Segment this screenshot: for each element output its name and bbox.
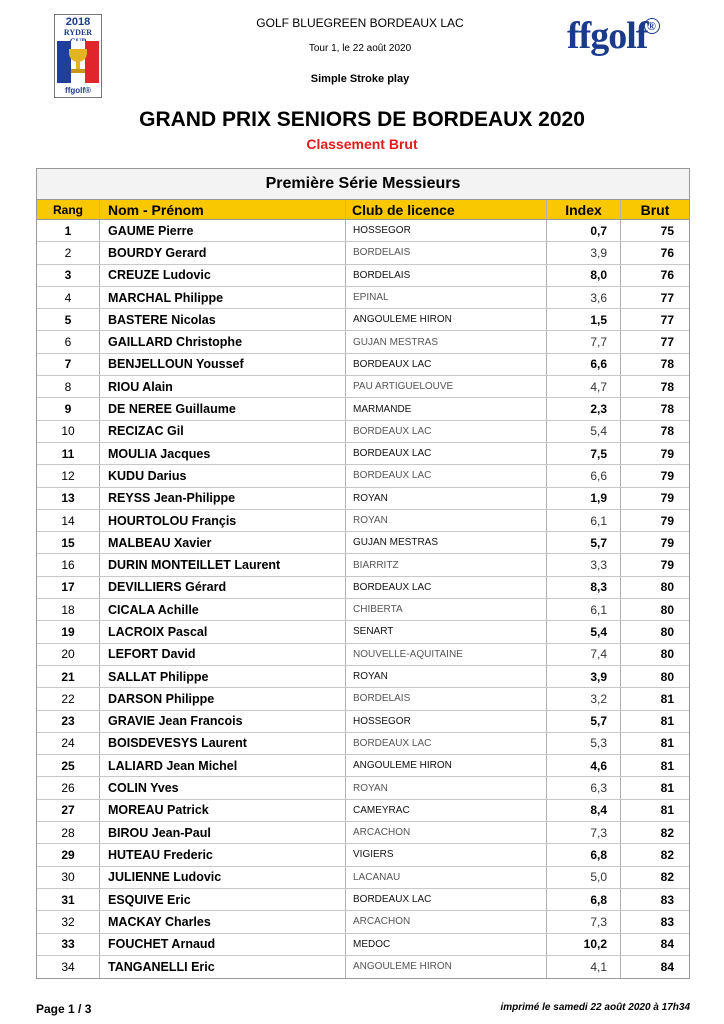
cell-name: HUTEAU Frederic (100, 844, 346, 865)
cell-name: JULIENNE Ludovic (100, 867, 346, 888)
table-row (37, 398, 689, 420)
cell-index: 6,1 (547, 599, 621, 620)
cell-club: NOUVELLE-AQUITAINE (346, 644, 547, 665)
cell-name: TANGANELLI Eric (100, 956, 346, 978)
cell-index: 4,1 (547, 956, 621, 978)
cell-rang: 11 (37, 443, 100, 464)
cell-rang: 3 (37, 265, 100, 286)
cell-name: DE NEREE Guillaume (100, 398, 346, 419)
table-row (37, 599, 689, 621)
cell-club: ANGOULEME HIRON (346, 755, 547, 776)
cell-brut: 84 (660, 959, 674, 974)
cell-name: DEVILLIERS Gérard (100, 577, 346, 598)
cell-index: 3,9 (547, 242, 621, 263)
cell-club: BORDEAUX LAC (346, 733, 547, 754)
series-title: Première Série Messieurs (37, 169, 689, 200)
print-date: imprimé le samedi 22 août 2020 à 17h34 (500, 1002, 690, 1013)
play-format: Simple Stroke play (310, 73, 410, 85)
cell-club: ROYAN (346, 488, 547, 509)
col-rang: Rang (37, 200, 100, 219)
cell-brut: 80 (660, 602, 674, 617)
table-row (37, 577, 689, 599)
cell-club: ANGOULEME HIRON (346, 956, 547, 978)
cell-rang: 33 (37, 934, 100, 955)
cell-rang: 29 (37, 844, 100, 865)
cell-name: LEFORT David (100, 644, 346, 665)
cell-index: 7,4 (547, 644, 621, 665)
cell-rang: 17 (37, 577, 100, 598)
cell-brut: 82 (660, 847, 674, 862)
table-row (37, 711, 689, 733)
cell-rang: 5 (37, 309, 100, 330)
cell-index: 7,7 (547, 331, 621, 352)
cell-club: ROYAN (346, 666, 547, 687)
cell-index: 3,6 (547, 287, 621, 308)
table-row (37, 733, 689, 755)
cell-index: 2,3 (547, 398, 621, 419)
cell-club: HOSSEGOR (346, 220, 547, 241)
club-name: GOLF BLUEGREEN BORDEAUX LAC (256, 16, 464, 30)
cell-brut: 79 (660, 513, 674, 528)
cell-club: BORDELAIS (346, 265, 547, 286)
cell-rang: 1 (37, 220, 100, 241)
cell-brut: 82 (660, 825, 674, 840)
ryder-cup-logo (54, 14, 102, 98)
cell-index: 6,6 (547, 465, 621, 486)
logo-event: RYDER (63, 28, 93, 37)
table-row (37, 354, 689, 376)
cell-rang: 21 (37, 666, 100, 687)
cell-brut: 83 (660, 914, 674, 929)
cell-name: CREUZE Ludovic (100, 265, 346, 286)
cell-brut: 79 (660, 558, 674, 573)
cell-index: 10,2 (547, 934, 621, 955)
cell-club: HOSSEGOR (346, 711, 547, 732)
cell-rang: 28 (37, 822, 100, 843)
table-row (37, 867, 689, 889)
cell-rang: 10 (37, 421, 100, 442)
cell-rang: 7 (37, 354, 100, 375)
table-row (37, 443, 689, 465)
ffgolf-logo-text: ffgolf (567, 15, 648, 57)
cell-index: 5,7 (547, 532, 621, 553)
table-row (37, 777, 689, 799)
cell-brut: 83 (660, 892, 674, 907)
table-row (37, 688, 689, 710)
cell-name: ESQUIVE Eric (100, 889, 346, 910)
ffgolf-logo (567, 14, 657, 58)
cell-club: ROYAN (346, 510, 547, 531)
cell-brut: 80 (660, 669, 674, 684)
cell-brut: 79 (660, 446, 674, 461)
cell-brut: 78 (660, 402, 674, 417)
cell-name: FOUCHET Arnaud (100, 934, 346, 955)
col-club: Club de licence (346, 200, 547, 219)
cell-rang: 34 (37, 956, 100, 978)
cell-rang: 30 (37, 867, 100, 888)
cell-club: BIARRITZ (346, 554, 547, 575)
table-row (37, 889, 689, 911)
cell-name: HOURTOLOU Françis (100, 510, 346, 531)
table-row (37, 621, 689, 643)
cell-name: BIROU Jean-Paul (100, 822, 346, 843)
cell-index: 1,5 (547, 309, 621, 330)
cell-name: RECIZAC Gil (100, 421, 346, 442)
cell-index: 8,0 (547, 265, 621, 286)
cell-rang: 8 (37, 376, 100, 397)
cell-club: GUJAN MESTRAS (346, 532, 547, 553)
cell-club: EPINAL (346, 287, 547, 308)
cell-index: 4,7 (547, 376, 621, 397)
document-title: GRAND PRIX SENIORS DE BORDEAUX 2020 (139, 108, 585, 131)
cell-name: DURIN MONTEILLET Laurent (100, 554, 346, 575)
cell-name: DARSON Philippe (100, 688, 346, 709)
table-body (37, 220, 689, 978)
cell-brut: 84 (660, 937, 674, 952)
table-row (37, 265, 689, 287)
cell-club: ANGOULEME HIRON (346, 309, 547, 330)
cell-index: 3,3 (547, 554, 621, 575)
col-brut: Brut (640, 201, 670, 218)
table-row (37, 331, 689, 353)
cell-rang: 26 (37, 777, 100, 798)
cell-index: 7,5 (547, 443, 621, 464)
cell-brut: 79 (660, 491, 674, 506)
cell-rang: 19 (37, 621, 100, 642)
cell-name: COLIN Yves (100, 777, 346, 798)
cell-name: LACROIX Pascal (100, 621, 346, 642)
cell-index: 8,4 (547, 800, 621, 821)
cell-name: MOULIA Jacques (100, 443, 346, 464)
cell-index: 6,6 (547, 354, 621, 375)
table-row (37, 488, 689, 510)
cell-name: BOISDEVESYS Laurent (100, 733, 346, 754)
cell-club: SENART (346, 621, 547, 642)
cell-rang: 27 (37, 800, 100, 821)
cell-name: MACKAY Charles (100, 911, 346, 932)
cell-name: LALIARD Jean Michel (100, 755, 346, 776)
cell-brut: 77 (660, 335, 674, 350)
cell-rang: 25 (37, 755, 100, 776)
cell-rang: 24 (37, 733, 100, 754)
cell-club: ROYAN (346, 777, 547, 798)
cell-brut: 79 (660, 535, 674, 550)
cell-rang: 4 (37, 287, 100, 308)
cell-brut: 80 (660, 647, 674, 662)
cell-index: 5,7 (547, 711, 621, 732)
cell-index: 4,6 (547, 755, 621, 776)
cell-rang: 32 (37, 911, 100, 932)
cell-club: BORDELAIS (346, 688, 547, 709)
table-row (37, 376, 689, 398)
cell-brut: 77 (660, 312, 674, 327)
document-subtitle: Classement Brut (306, 136, 418, 152)
cell-club: PAU ARTIGUELOUVE (346, 376, 547, 397)
cell-club: BORDEAUX LAC (346, 577, 547, 598)
table-row (37, 554, 689, 576)
cell-index: 6,8 (547, 844, 621, 865)
cell-index: 7,3 (547, 822, 621, 843)
cell-rang: 12 (37, 465, 100, 486)
cell-club: BORDEAUX LAC (346, 443, 547, 464)
logo-year: 2018 (65, 16, 91, 28)
cell-name: MARCHAL Philippe (100, 287, 346, 308)
page-number: Page 1 / 3 (36, 1002, 92, 1016)
table-row (37, 822, 689, 844)
cell-index: 5,3 (547, 733, 621, 754)
cell-brut: 81 (660, 781, 674, 796)
cell-rang: 16 (37, 554, 100, 575)
table-row (37, 844, 689, 866)
table-row (37, 911, 689, 933)
cell-name: RIOU Alain (100, 376, 346, 397)
cell-club: BORDELAIS (346, 242, 547, 263)
cell-rang: 13 (37, 488, 100, 509)
table-row (37, 755, 689, 777)
cell-index: 5,4 (547, 421, 621, 442)
cell-rang: 9 (37, 398, 100, 419)
cell-club: ARCACHON (346, 911, 547, 932)
cell-index: 6,1 (547, 510, 621, 531)
table-row (37, 934, 689, 956)
cell-index: 1,9 (547, 488, 621, 509)
cell-club: ARCACHON (346, 822, 547, 843)
table-row (37, 510, 689, 532)
cell-club: BORDEAUX LAC (346, 421, 547, 442)
cell-name: REYSS Jean-Philippe (100, 488, 346, 509)
cell-index: 6,8 (547, 889, 621, 910)
cell-brut: 77 (660, 290, 674, 305)
cell-brut: 78 (660, 379, 674, 394)
cell-club: CHIBERTA (346, 599, 547, 620)
cell-club: MEDOC (346, 934, 547, 955)
cell-index: 5,0 (547, 867, 621, 888)
registered-mark: ® (644, 18, 660, 34)
table-row (37, 956, 689, 978)
cell-club: CAMEYRAC (346, 800, 547, 821)
results-table (36, 168, 690, 979)
ryder-cup-trophy-icon (57, 41, 99, 83)
table-header (37, 200, 689, 220)
cell-index: 8,3 (547, 577, 621, 598)
cell-brut: 76 (660, 245, 674, 260)
cell-brut: 81 (660, 758, 674, 773)
cell-brut: 78 (660, 424, 674, 439)
table-row (37, 532, 689, 554)
cell-brut: 76 (660, 268, 674, 283)
cell-index: 3,2 (547, 688, 621, 709)
cell-rang: 22 (37, 688, 100, 709)
table-row (37, 644, 689, 666)
cell-name: BOURDY Gerard (100, 242, 346, 263)
cell-brut: 82 (660, 870, 674, 885)
cell-club: BORDEAUX LAC (346, 354, 547, 375)
round-info: Tour 1, le 22 août 2020 (308, 43, 412, 54)
table-row (37, 220, 689, 242)
cell-club: LACANAU (346, 867, 547, 888)
cell-name: BASTERE Nicolas (100, 309, 346, 330)
cell-club: GUJAN MESTRAS (346, 331, 547, 352)
cell-brut: 80 (660, 580, 674, 595)
cell-club: BORDEAUX LAC (346, 889, 547, 910)
logo-brand: ffgolf® (65, 86, 91, 95)
table-row (37, 421, 689, 443)
cell-name: CICALA Achille (100, 599, 346, 620)
cell-rang: 20 (37, 644, 100, 665)
cell-name: KUDU Darius (100, 465, 346, 486)
cell-index: 0,7 (547, 220, 621, 241)
cell-brut: 80 (660, 624, 674, 639)
cell-name: MALBEAU Xavier (100, 532, 346, 553)
table-row (37, 800, 689, 822)
cell-rang: 31 (37, 889, 100, 910)
cell-name: GRAVIE Jean Francois (100, 711, 346, 732)
cell-name: GAILLARD Christophe (100, 331, 346, 352)
cell-club: MARMANDE (346, 398, 547, 419)
table-row (37, 287, 689, 309)
cell-brut: 81 (660, 736, 674, 751)
table-row (37, 242, 689, 264)
table-row (37, 309, 689, 331)
cell-rang: 6 (37, 331, 100, 352)
cell-brut: 81 (660, 803, 674, 818)
cell-index: 5,4 (547, 621, 621, 642)
cell-club: VIGIERS (346, 844, 547, 865)
cell-rang: 23 (37, 711, 100, 732)
cell-index: 7,3 (547, 911, 621, 932)
cell-brut: 81 (660, 691, 674, 706)
cell-brut: 75 (660, 223, 674, 238)
cell-index: 6,3 (547, 777, 621, 798)
cell-name: SALLAT Philippe (100, 666, 346, 687)
cell-rang: 2 (37, 242, 100, 263)
cell-name: MOREAU Patrick (100, 800, 346, 821)
cell-rang: 14 (37, 510, 100, 531)
table-row (37, 666, 689, 688)
cell-brut: 79 (660, 468, 674, 483)
col-index: Index (547, 200, 621, 219)
table-row (37, 465, 689, 487)
cell-club: BORDEAUX LAC (346, 465, 547, 486)
col-name: Nom - Prénom (100, 200, 346, 219)
cell-name: BENJELLOUN Youssef (100, 354, 346, 375)
cell-rang: 18 (37, 599, 100, 620)
cell-name: GAUME Pierre (100, 220, 346, 241)
cell-brut: 78 (660, 357, 674, 372)
cell-rang: 15 (37, 532, 100, 553)
cell-index: 3,9 (547, 666, 621, 687)
cell-brut: 81 (660, 714, 674, 729)
